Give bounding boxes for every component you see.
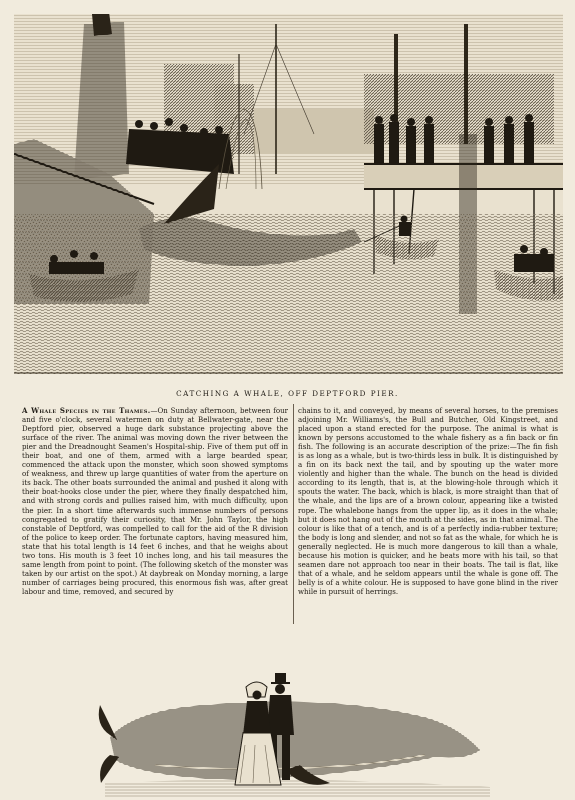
- article-column-right: [298, 406, 558, 596]
- article-column-left: [22, 406, 288, 596]
- article-heading: A Whale Species in the Thames.: [22, 406, 151, 415]
- column-divider: [293, 404, 294, 624]
- article-text-left: —On Sunday afternoon, between four and five o'clock, several watermen on duty at Bellwater-gate, near the Deptford pier, observed a huge dark substance projecting above the surface of the river. The animal was moving down the river between the pier and the Dreadnought Seamen's Hospital-ship. Five of them put off in their boat, and one of them, armed with a large bearded spear, commenced the attack upon the monster, which soon showed symptoms of weakness, and threw up large quantities of water from the aperture on its back. The other boats surrounded the animal and pushed it along with their boat-hooks close under the pier, where they finally despatched him, and with strong cords and pullies raised him, with much difficulty, upon the pier. In a short time afterwards such immense numbers of persons congregated to gratify their curiosity, that Mr. John Taylor, the high constable of Deptford, was compelled to call for the aid of the R division of the police to keep order. The fortunate captors, having measured him, state that his total length is 14 feet 6 inches, and that he weighs about two tons. His mouth is 3 feet 10 inches long, and his tail measures the same length from point to point. (The following sketch of the monster was taken by our artist on the spot.) At daybreak on Monday morning, a large number of carriages being procured, this enormous fish was, after great labour and time, removed, and secured by: [22, 406, 288, 596]
- article-text-right: chains to it, and conveyed, by means of several horses, to the premises adjoining Mr. Williams's, the Bull and Butcher, Old Kingstreet, and placed upon a stand erected for the purpose. The animal is what is known by persons accustomed to the whale fishery as a fin back or fin fish. The following is an accurate description of the prize:—The fin fish is as long as a whale, but is two-thirds less in bulk. It is distinguished by a fin on its back next the tail, and by spouting up the water more violently and higher than the whale. The bunch on the head is divided according to its length, that is, at the blowing-hole through which it spouts the water. The back, which is black, is more straight than that of the whale, and the lips are of a brown colour, appearing like a twisted rope. The whalebone hangs from the upper lip, as it does in the whale; but it does not hang out of the mouth at the sides, as in that animal. The colour is like that of a tench, and is of a perfectly india-rubber texture; the body is long and slender, and not so fat as the whale, for which he is generally neglected. He is much more dangerous to kill than a whale, because his motion is quicker, and he beats more with his tail, so that seamen dare not approach too near in their boats. The tail is flat, like that of a whale, and he seldom appears until the whale is gone off. The belly is of a white colour. He is supposed to have gone blind in the river while in pursuit of herrings.: [298, 406, 558, 596]
- whale-on-display-engraving: [95, 665, 495, 797]
- engraving-caption: CATCHING A WHALE, OFF DEPTFORD PIER.: [176, 389, 399, 398]
- whale-catching-engraving: [14, 14, 563, 374]
